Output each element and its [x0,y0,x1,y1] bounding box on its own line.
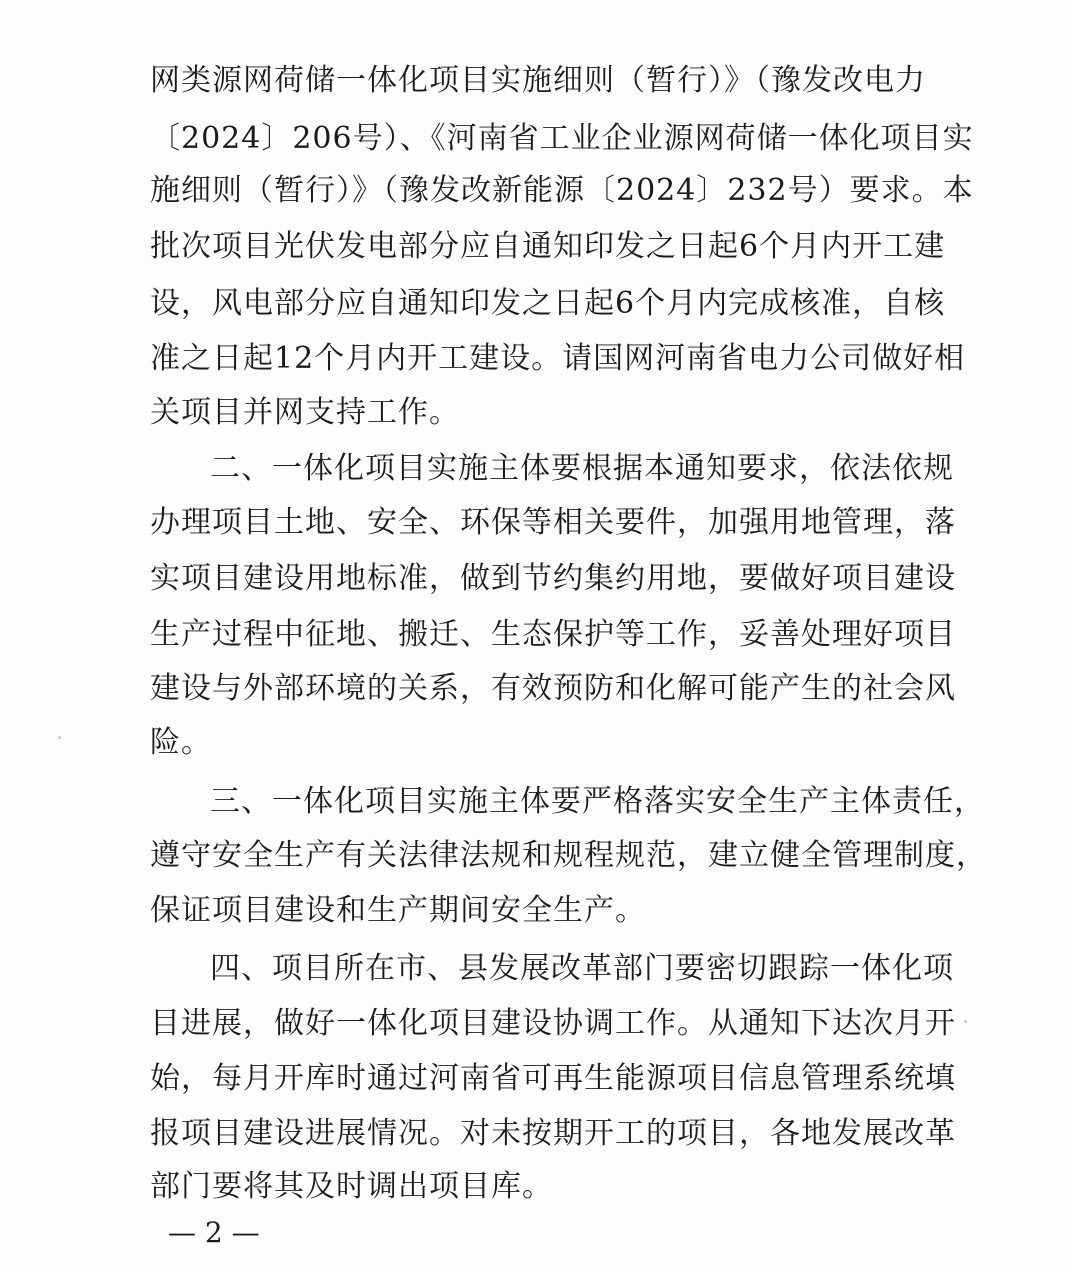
text-line-5: 设，风电部分应自通知印发之日起6个月内完成核准，自核 [150,286,946,321]
paragraph-2-line-3: 实项目建设用地标准，做到节约集约用地，要做好项目建设 [150,561,956,596]
text-line-6: 准之日起12个月内开工建设。请国网河南省电力公司做好相 [150,341,966,376]
paragraph-2-line-5: 建设与外部环境的关系，有效预防和化解可能产生的社会风 [150,671,956,706]
scan-speck [964,1020,967,1023]
text-line-2: 〔2024〕206号）、《河南省工业企业源网荷储一体化项目实 [150,121,974,156]
paragraph-3-line-1: 三、一体化项目实施主体要严格落实安全生产主体责任， [210,784,985,819]
text-line-1: 网类源网荷储一体化项目实施细则（暂行）》（豫发改电力 [150,63,926,98]
paragraph-4-line-2: 目进展，做好一体化项目建设协调工作。从通知下达次月开 [150,1006,956,1041]
paragraph-4-line-1: 四、项目所在市、县发展改革部门要密切跟踪一体化项 [210,951,954,986]
paragraph-2-line-2: 办理项目土地、安全、环保等相关要件，加强用地管理，落 [150,505,956,540]
text-line-4: 批次项目光伏发电部分应自通知印发之日起6个月内开工建 [150,229,946,264]
paragraph-2-line-4: 生产过程中征地、搬迁、生态保护等工作，妥善处理好项目 [150,617,956,652]
paragraph-4-line-4: 报项目建设进展情况。对未按期开工的项目，各地发展改革 [150,1116,956,1151]
paragraph-2-line-6: 险。 [150,725,212,760]
paragraph-4-line-3: 始，每月开库时通过河南省可再生能源项目信息管理系统填 [150,1061,956,1096]
text-line-7: 关项目并网支持工作。 [150,395,460,430]
paragraph-3-line-3: 保证项目建设和生产期间安全生产。 [150,893,646,928]
text-line-3: 施细则（暂行）》（豫发改新能源〔2024〕232号）要求。本 [150,173,974,208]
paragraph-2-line-1: 二、一体化项目实施主体要根据本通知要求，依法依规 [210,451,954,486]
scan-speck [58,736,61,739]
paragraph-4-line-5: 部门要将其及时调出项目库。 [150,1169,553,1204]
page-number: — 2 — [168,1216,260,1249]
paragraph-3-line-2: 遵守安全生产有关法律法规和规程规范，建立健全管理制度， [150,838,987,873]
